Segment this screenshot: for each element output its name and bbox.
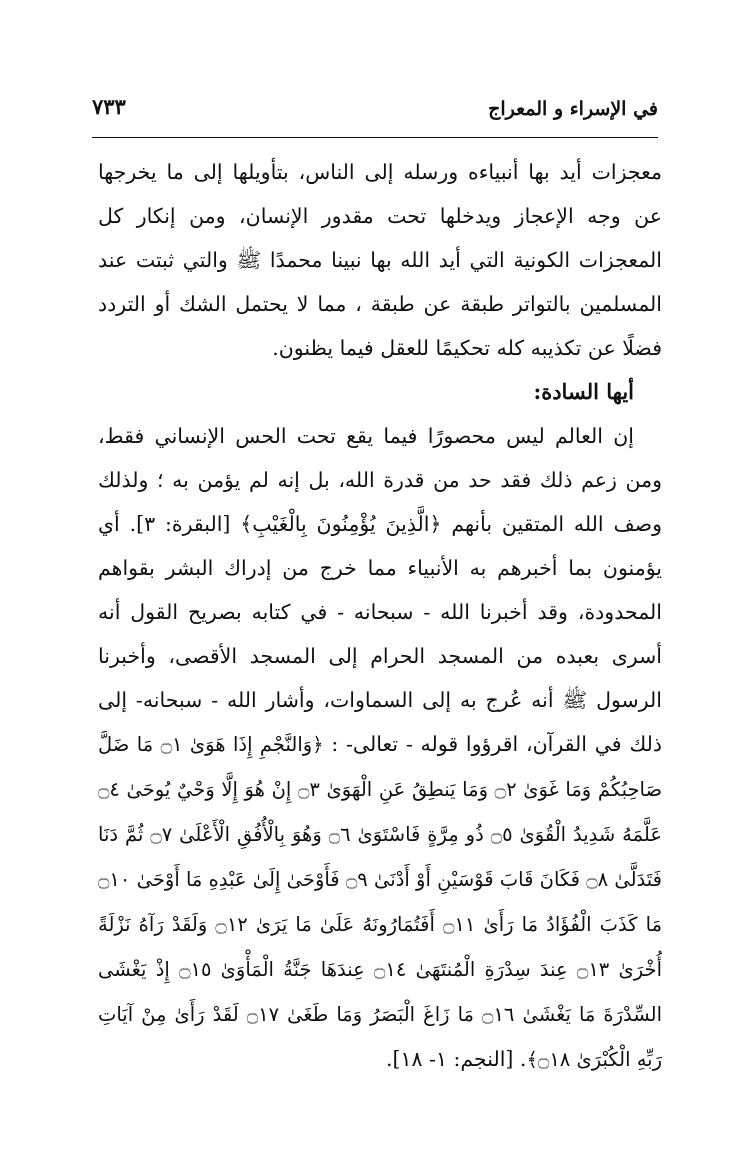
quran-passage: ﴿وَالنَّجْمِ إِذَا هَوَىٰ ۝١ مَا ضَلَّ صَاحِبُكُمْ وَمَا غَوَىٰ ۝٢ وَمَا يَنطِقُ عَنِ الْهَوَىٰ ۝٣ إِنْ هُوَ إِلَّا وَحْيٌ يُوحَىٰ ۝٤ عَلَّمَهُ شَدِيدُ الْقُوَىٰ ۝٥ ذُو مِرَّةٍ فَاسْتَوَىٰ ۝٦ وَهُوَ بِالْأُفُقِ الْأَعْلَىٰ ۝٧ ثُمَّ دَنَا فَتَدَلَّىٰ ۝٨ فَكَانَ قَابَ قَوْسَيْنِ أَوْ أَدْنَىٰ ۝٩ فَأَوْحَىٰ إِلَىٰ عَبْدِهِ مَا أَوْحَىٰ ۝١٠ مَا كَذَبَ الْفُؤَادُ مَا رَأَىٰ ۝١١ أَفَتُمَارُونَهُ عَلَىٰ مَا يَرَىٰ ۝١٢ وَلَقَدْ رَآهُ نَزْلَةً أُخْرَىٰ ۝١٣ عِندَ سِدْرَةِ الْمُنتَهَىٰ ۝١٤ عِندَهَا جَنَّةُ الْمَأْوَىٰ ۝١٥ إِذْ يَغْشَى السِّدْرَةَ مَا يَغْشَىٰ ۝١٦ مَا زَاغَ الْبَصَرُ وَمَا طَغَىٰ ۝١٧ لَقَدْ رَأَىٰ مِنْ آيَاتِ رَبِّهِ الْكُبْرَىٰ ۝١٨﴾: [98, 733, 663, 1071]
running-title: في الإسراء و المعراج: [488, 98, 658, 120]
paragraph: معجزات أيد بها أنبياءه ورسله إلى الناس، بتأويلها إلى ما يخرجها عن وجه الإعجاز ويدخلها تحت مقدور الإنسان، ومن إنكار كل المعجزات الكونية التي أيد الله بها نبينا محمدًا ﷺ والتي ثبتت عند المسلمين بالتواتر طبقة عن طبقة ، مما لا يحتمل الشك أو التردد فضلًا عن تكذيبه كله تحكيمًا للعقل فيما يظنون.: [98, 160, 662, 360]
section-heading: أيها السادة:: [533, 379, 634, 404]
header-rule: [92, 137, 658, 138]
page-number: ٧٣٣: [92, 94, 126, 119]
page-body: [98, 150, 662, 1082]
quran-reference: . [النجم: ١- ١٨].: [385, 1047, 527, 1071]
page-header: [92, 90, 658, 134]
paragraph: [98, 414, 662, 1082]
paragraph-text: إن العالم ليس محصورًا فيما يقع تحت الحس الإنساني فقط، ومن زعم ذلك فقد حد من قدرة الله، بل إنه لم يؤمن به ؛ ولذلك وصف الله المتقين بأنهم ﴿الَّذِينَ يُؤْمِنُونَ بِالْغَيْبِ﴾ [البقرة: ٣]. أي يؤمنون بما أخبرهم به الأنبياء مما خرج من إدراك البشر بقواهم المحدودة، وقد أخبرنا الله - سبحانه - في كتابه بصريح القول أنه أسرى بعبده من المسجد الحرام إلى المسجد الأقصى، وأخبرنا الرسول ﷺ أنه عُرج به إلى السماوات، وأشار الله - سبحانه- إلى ذلك في القرآن، اقرؤوا قوله - تعالى- :: [98, 424, 662, 756]
